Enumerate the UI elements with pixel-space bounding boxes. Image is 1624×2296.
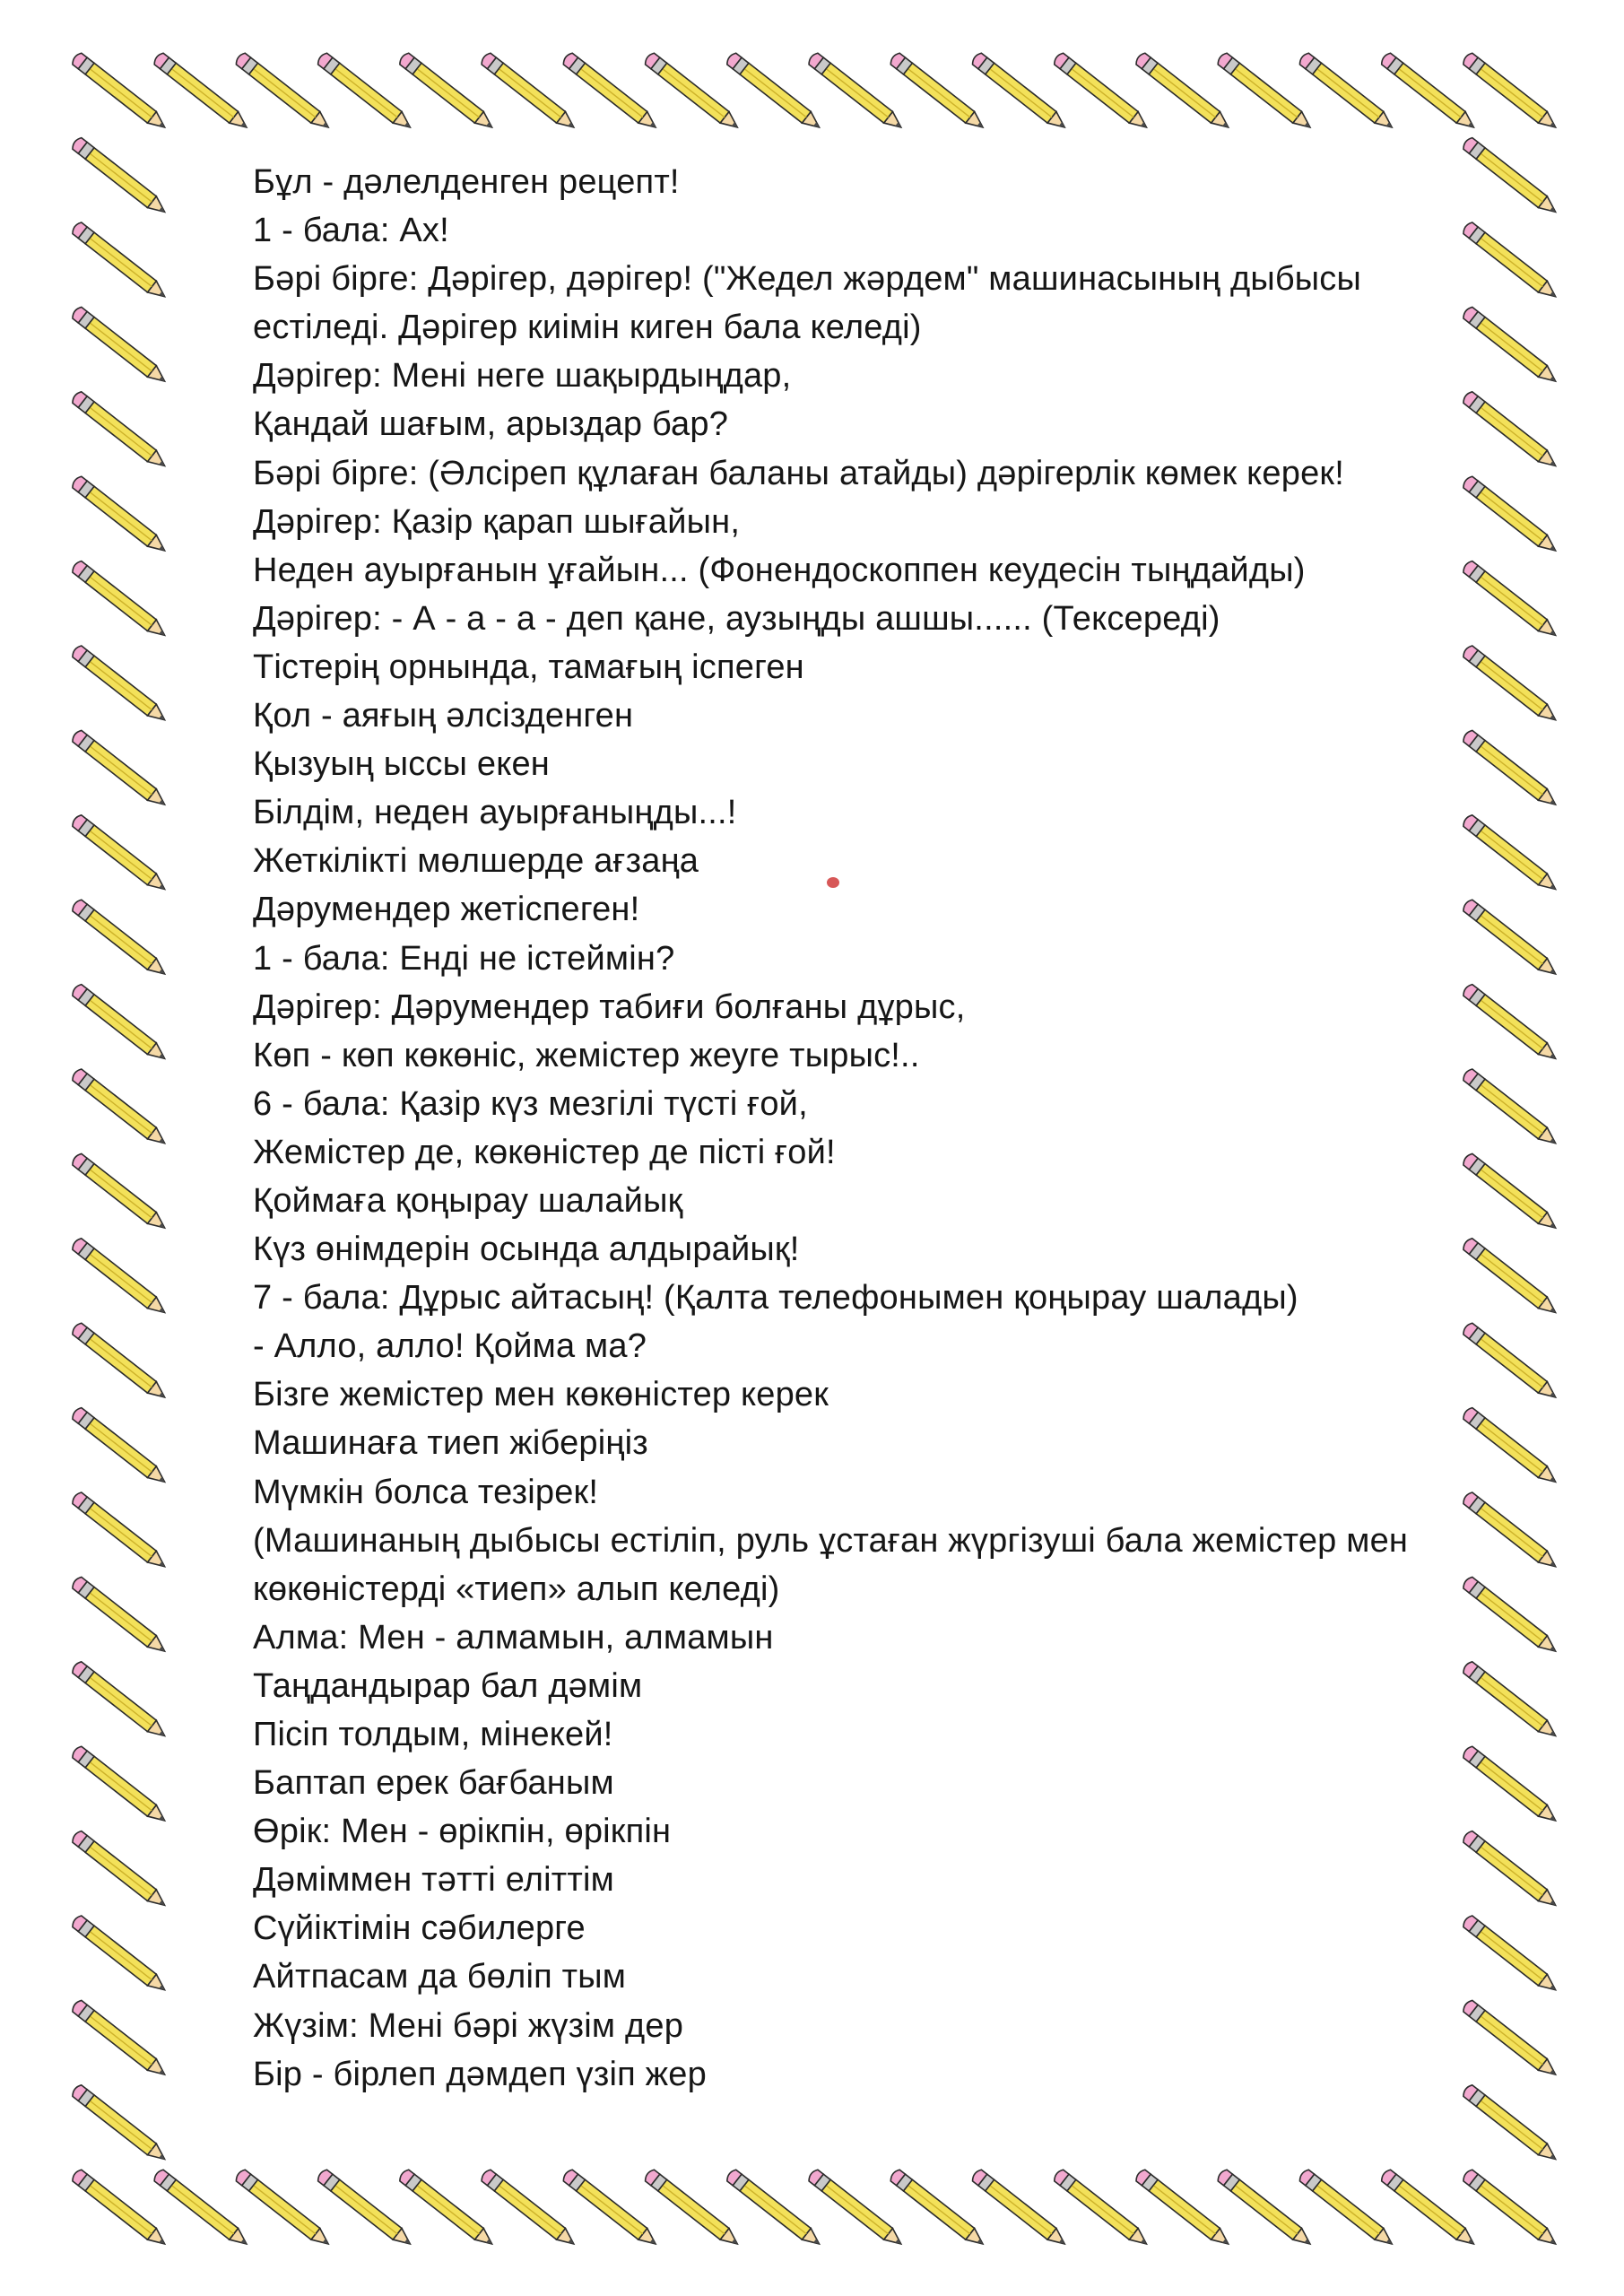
pencil-icon: [71, 898, 169, 979]
text-line: Пісіп толдым, мінекей!: [253, 1716, 613, 1753]
text-line: Қол - аяғың әлсізденген: [253, 697, 634, 735]
text-line: Дәрігер: Қазір қарап шығайын,: [253, 502, 741, 541]
text-line: Көп - көп көкөніс, жемістер жеуге тырыс!..: [253, 1036, 920, 1074]
text-line: - Алло, алло! Қойма ма?: [253, 1327, 647, 1366]
pencil-icon: [71, 1491, 169, 1572]
text-line: Қоймаға қоңырау шалайық: [253, 1181, 683, 1220]
pencil-icon: [71, 1067, 169, 1149]
text-line: Алма: Мен - алмамын, алмамын: [253, 1618, 774, 1657]
pencil-icon: [71, 474, 169, 556]
text-line: естіледі. Дәрігер киімін киген бала келеді): [253, 309, 922, 347]
pencil-icon: [1462, 2168, 1560, 2249]
pencil-icon: [71, 1660, 169, 1742]
text-line: Білдім, неден ауырғаныңды...!: [253, 794, 737, 832]
text-line: Дәміммен тәтті еліттім: [253, 1861, 614, 1900]
pencil-icon: [71, 1237, 169, 1318]
pencil-icon: [71, 1321, 169, 1403]
text-line: Айтпасам да бөліп тым: [253, 1958, 627, 1996]
pencil-icon: [71, 1406, 169, 1488]
document-text: [253, 158, 1526, 2099]
text-line: Дәрігер: Дәрумендер табиғи болғаны дұрыс,: [253, 987, 966, 1026]
pencil-icon: [71, 1152, 169, 1234]
text-line: Жемістер де, көкөністер де пісті ғой!: [253, 1133, 836, 1171]
text-line: Қандай шағым, арыздар бар?: [253, 405, 729, 444]
text-line: Таңдандырар бал дәмім: [253, 1666, 643, 1705]
pencil-icon: [71, 1576, 169, 1657]
text-line: Дәрумендер жетіспеген!: [253, 891, 640, 929]
pencil-icon: [71, 983, 169, 1065]
text-line: Бәрі бірге: (Әлсіреп құлаған баланы атайды) дәрігерлік көмек керек!: [253, 454, 1344, 492]
text-line: Дәрігер: - А - а - а - деп қане, аузыңды ашшы...... (Тексереді): [253, 599, 1220, 638]
pencil-icon: [71, 1914, 169, 1996]
text-line: Бізге жемістер мен көкөністер керек: [253, 1376, 829, 1414]
text-line: Сүйіктімін сәбилерге: [253, 1909, 586, 1948]
pencil-icon: [71, 560, 169, 641]
text-line: Қызуың ыссы екен: [253, 745, 550, 784]
pencil-icon: [71, 306, 169, 387]
pencil-icon: [71, 813, 169, 895]
text-line: 7 - бала: Дұрыс айтасың! (Қалта телефонымен қоңырау шалады): [253, 1279, 1298, 1318]
text-line: Жеткілікті мөлшерде ағзаңа: [253, 842, 699, 881]
pencil-icon: [71, 1744, 169, 1826]
text-line: Жүзім: Мені бәрі жүзім дер: [253, 2006, 684, 2045]
text-line: Машинаға тиеп жіберіңіз: [253, 1424, 648, 1463]
text-line: Бұл - дәлелденген рецепт!: [253, 163, 680, 201]
text-line: Неден ауырғанын ұғайын... (Фонендоскоппен кеудесін тыңдайды): [253, 551, 1306, 589]
pencil-icon: [71, 1999, 169, 2081]
text-line: Бәрі бірге: Дәрігер, дәрігер! ("Жедел жәрдем" машинасының дыбысы: [253, 260, 1362, 299]
pencil-icon: [71, 390, 169, 472]
text-line: Дәрігер: Мені неге шақырдыңдар,: [253, 357, 792, 396]
text-line: Бір - бірлеп дәмдеп үзіп жер: [253, 2055, 707, 2093]
text-line: Тістерің орнында, тамағың іспеген: [253, 648, 804, 686]
text-line: 6 - бала: Қазір күз мезгілі түсті ғой,: [253, 1084, 808, 1123]
pencil-icon: [71, 221, 169, 302]
text-line: Өрік: Мен - өрікпін, өрікпін: [253, 1813, 672, 1851]
text-line: Баптап ерек бағбаным: [253, 1764, 614, 1803]
text-line: көкөністерді «тиеп» алып келеді): [253, 1570, 780, 1608]
pencil-icon: [71, 136, 169, 218]
pencil-icon: [1462, 51, 1560, 133]
text-line: Күз өнімдерін осында алдырайық!: [253, 1231, 800, 1269]
text-line: (Машинаның дыбысы естіліп, руль ұстаған жүргізуші бала жемістер мен: [253, 1521, 1409, 1560]
ink-spot: [827, 877, 839, 888]
pencil-icon: [71, 2083, 169, 2165]
text-line: 1 - бала: Енді не істеймін?: [253, 939, 675, 978]
pencil-icon: [71, 1830, 169, 1911]
pencil-icon: [71, 644, 169, 726]
text-line: Мүмкін болса тезірек!: [253, 1473, 599, 1511]
pencil-icon: [71, 729, 169, 811]
text-line: 1 - бала: Ах!: [253, 212, 449, 250]
